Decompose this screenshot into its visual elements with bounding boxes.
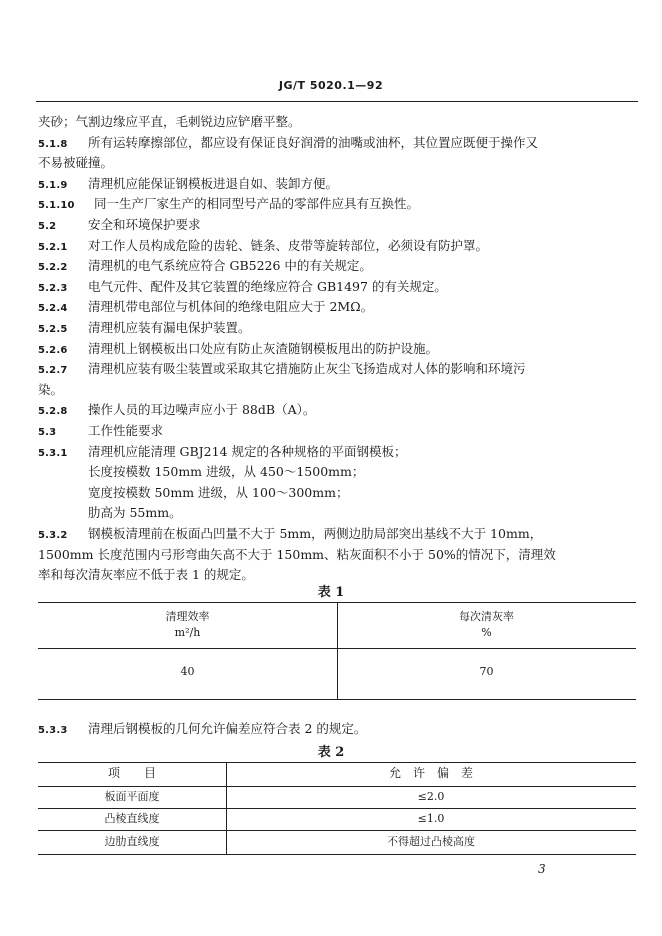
body-line (38, 320, 251, 338)
body-line (38, 402, 315, 420)
table2-row-tolerance: 不得超过凸棱高度 (387, 835, 475, 848)
body-line (38, 341, 438, 359)
line-text: 清理机应装有吸尘装置或采取其它措施防止灰尘飞扬造成对人体的影响和环境污 (88, 361, 526, 376)
table2-row-tolerance: ≤2.0 (417, 790, 445, 803)
line-text: 所有运转摩擦部位，都应设有保证良好润滑的油嘴或油杯，其位置应既便于操作又 (88, 135, 539, 150)
table2-row-item: 板面平面度 (104, 790, 160, 803)
clause-number: 5.1.10 (38, 200, 75, 211)
line-text: 工作性能要求 (88, 423, 164, 438)
body-line (38, 196, 419, 214)
line-text: 清理机应装有漏电保护装置。 (88, 320, 251, 335)
body-line (88, 505, 182, 521)
clause-number: 5.3.3 (38, 725, 68, 736)
body-line (38, 299, 373, 317)
table1-value-efficiency: 40 (180, 665, 195, 678)
table1-header-clean-rate-unit: % (481, 626, 492, 639)
table1-bottom-rule (38, 699, 636, 700)
line-text: 率和每次清灰率应不低于表 1 的规定。 (38, 567, 254, 582)
table2-caption: 表 2 (317, 745, 345, 760)
body-line (88, 485, 348, 501)
line-text: 安全和环境保护要求 (88, 217, 201, 232)
body-line (38, 526, 542, 544)
body-line (38, 423, 163, 441)
line-text: 电气元件、配件及其它装置的绝缘应符合 GB1497 的有关规定。 (88, 279, 447, 294)
clause-text: 清理后钢模板的几何允许偏差应符合表 2 的规定。 (88, 721, 367, 736)
body-line (38, 444, 407, 462)
body-line (38, 176, 338, 194)
body-line (38, 217, 201, 235)
table1-caption: 表 1 (317, 585, 345, 600)
table2-bottom-rule (38, 854, 636, 855)
line-text: 长度按模数 150mm 进级，从 450～1500mm； (88, 464, 365, 479)
clause-number: 5.2.2 (38, 262, 68, 273)
body-line (88, 464, 364, 480)
clause-number: 5.2 (38, 221, 57, 232)
clause-number: 5.2.1 (38, 242, 68, 253)
line-text: 清理机上钢模板出口处应有防止灰渣随钢模板甩出的防护设施。 (88, 341, 439, 356)
body-line (38, 547, 556, 563)
clause-number: 5.3.1 (38, 448, 68, 459)
line-text: 清理机带电部位与机体间的绝缘电阻应大于 2MΩ。 (88, 299, 374, 314)
table2-row-tolerance: ≤1.0 (417, 812, 445, 825)
body-line (38, 135, 538, 153)
table1-header-clean-rate: 每次清灰率 (459, 610, 514, 623)
clause-number: 5.2.7 (38, 365, 68, 376)
clause-number: 5.3.2 (38, 530, 68, 541)
line-text: 宽度按模数 50mm 进级，从 100～300mm； (88, 485, 349, 500)
body-line (38, 114, 301, 130)
line-text: 1500mm 长度范围内弓形弯曲矢高不大于 150mm、粘灰面积不小于 50%的情况下，清理效 (38, 547, 556, 562)
line-text: 不易被碰撞。 (38, 155, 114, 170)
clause-number: 5.1.9 (38, 180, 68, 191)
body-line (38, 238, 488, 256)
body-line (38, 155, 113, 171)
body-line (38, 361, 526, 379)
clause-5-3-3 (38, 721, 366, 739)
line-text: 同一生产厂家生产的相同型号产品的零部件应具有互换性。 (94, 196, 420, 211)
line-text: 钢模板清理前在板面凸凹量不大于 5mm，两侧边肋局部突出基线不大于 10mm， (88, 526, 543, 541)
table2-header-rule (38, 786, 636, 787)
table2-row-rule (38, 808, 636, 809)
line-text: 染。 (38, 382, 64, 397)
table1-header-efficiency: 清理效率 (165, 610, 210, 623)
table1-header-efficiency-unit: m²/h (174, 626, 201, 639)
table2-row-item: 凸棱直线度 (104, 812, 160, 825)
table2-top-rule (38, 762, 636, 763)
clause-number: 5.2.3 (38, 283, 68, 294)
line-text: 肋高为 55mm。 (88, 505, 182, 520)
line-text: 清理机的电气系统应符合 GB5226 中的有关规定。 (88, 258, 372, 273)
table1-value-clean-rate: 70 (479, 665, 494, 678)
header-rule (36, 101, 638, 102)
line-text: 对工作人员构成危险的齿轮、链条、皮带等旋转部位，必须设有防护罩。 (88, 238, 489, 253)
clause-number: 5.3 (38, 427, 57, 438)
table2-header-tolerance: 允 许 偏 差 (388, 766, 473, 780)
clause-number: 5.2.8 (38, 406, 68, 417)
body-line (38, 382, 63, 398)
line-text: 清理机应能清理 GBJ214 规定的各种规格的平面钢模板； (88, 444, 407, 459)
line-text: 清理机应能保证钢模板进退自如、装卸方便。 (88, 176, 339, 191)
clause-number: 5.1.8 (38, 139, 68, 150)
body-line (38, 279, 447, 297)
page-number: 3 (538, 862, 546, 876)
clause-number: 5.2.4 (38, 303, 68, 314)
body-line (38, 258, 372, 276)
document-header: JG/T 5020.1—92 (278, 79, 384, 92)
clause-number: 5.2.5 (38, 324, 68, 335)
line-text: 夹砂；气割边缘应平直，毛刺锐边应铲磨平整。 (38, 114, 301, 129)
line-text: 操作人员的耳边噪声应小于 88dB（A）。 (88, 402, 316, 417)
clause-number: 5.2.6 (38, 345, 68, 356)
table2-header-item: 项 目 (107, 766, 156, 780)
table2-row-rule (38, 830, 636, 831)
table2-row-item: 边肋直线度 (104, 835, 160, 848)
